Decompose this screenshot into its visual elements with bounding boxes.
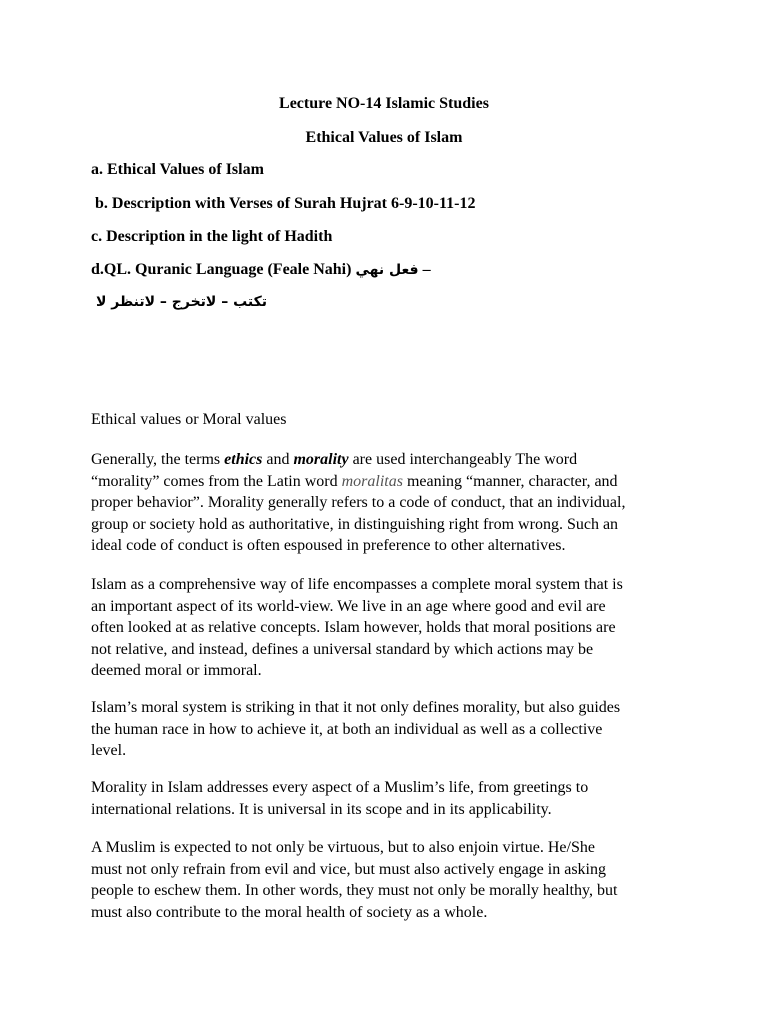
outline-item-d-text: d.QL. Quranic Language (Feale Nahi) (91, 261, 352, 278)
paragraph-scope (91, 777, 691, 820)
paragraph-line: an important aspect of its world-view. We live in an age where good and evil are (91, 597, 606, 615)
paragraph-line: A Muslim is expected to not only be virtuous, but to also enjoin virtue. He/She (91, 839, 595, 856)
paragraph-line: people to eschew them. In other words, they must not only be morally healthy, but (91, 882, 618, 900)
outline-item-a: a. Ethical Values of Islam (91, 161, 264, 178)
paragraph-line: ideal code of conduct is often espoused in preference to other alternatives. (91, 537, 566, 555)
paragraph-line (91, 449, 691, 471)
paragraph-line: Morality in Islam addresses every aspect of a Muslim’s life, from greetings to (91, 779, 589, 796)
paragraph-line: group or society hold as authoritative, in distinguishing right from wrong. Such an (91, 515, 619, 533)
text-run: and (262, 451, 294, 468)
term-ethics: ethics (224, 451, 263, 468)
paragraph-line: Islam’s moral system is striking in that it not only defines morality, but also guides (91, 699, 621, 716)
paragraph-line: proper behavior”. Morality generally refers to a code of conduct, that an individual, (91, 494, 626, 512)
paragraph-line: must not only refrain from evil and vice, but must also actively engage in asking (91, 860, 606, 878)
paragraph-moral-system (91, 574, 691, 682)
paragraph-line: international relations. It is universal in its scope and in its applicability. (91, 800, 552, 818)
outline-item-d-arabic-examples: تكتب – لاتخرج – لاتنظر لا (96, 294, 268, 310)
paragraph-line: the human race in how to achieve it, at both an individual as well as a collective (91, 720, 603, 738)
section-heading: Ethical values or Moral values (91, 411, 287, 428)
lecture-title: Lecture NO-14 Islamic Studies (279, 95, 489, 112)
outline-item-d (91, 260, 431, 280)
outline-item-c: c. Description in the light of Hadith (91, 228, 333, 245)
paragraph-virtue (91, 837, 691, 923)
text-run: Generally, the terms (91, 451, 225, 468)
paragraph-line (91, 471, 691, 493)
text-run: “morality” comes from the Latin word (91, 472, 342, 490)
term-morality: morality (293, 451, 349, 468)
paragraph-line: must also contribute to the moral health of society as a whole. (91, 903, 488, 921)
paragraph-line: level. (91, 742, 127, 760)
text-run: meaning “manner, character, and (402, 472, 618, 490)
outline-item-b: b. Description with Verses of Surah Hujrat 6-9-10-11-12 (95, 195, 476, 212)
paragraph-line: not relative, and instead, defines a universal standard by which actions may be (91, 640, 594, 658)
paragraph-line: deemed moral or immoral. (91, 662, 262, 680)
text-run: are used interchangeably The word (348, 451, 578, 468)
outline-item-d-arabic: فعل نهي (355, 262, 419, 278)
paragraph-line: often looked at as relative concepts. Islam however, holds that moral positions are (91, 619, 616, 637)
paragraph-striking (91, 697, 691, 762)
lecture-subtitle: Ethical Values of Islam (305, 129, 463, 146)
paragraph-line: Islam as a comprehensive way of life encompasses a complete moral system that is (91, 576, 623, 593)
paragraph-definition (91, 449, 691, 557)
term-moralitas: moralitas (341, 472, 403, 490)
outline-item-d-dash: – (422, 261, 431, 278)
